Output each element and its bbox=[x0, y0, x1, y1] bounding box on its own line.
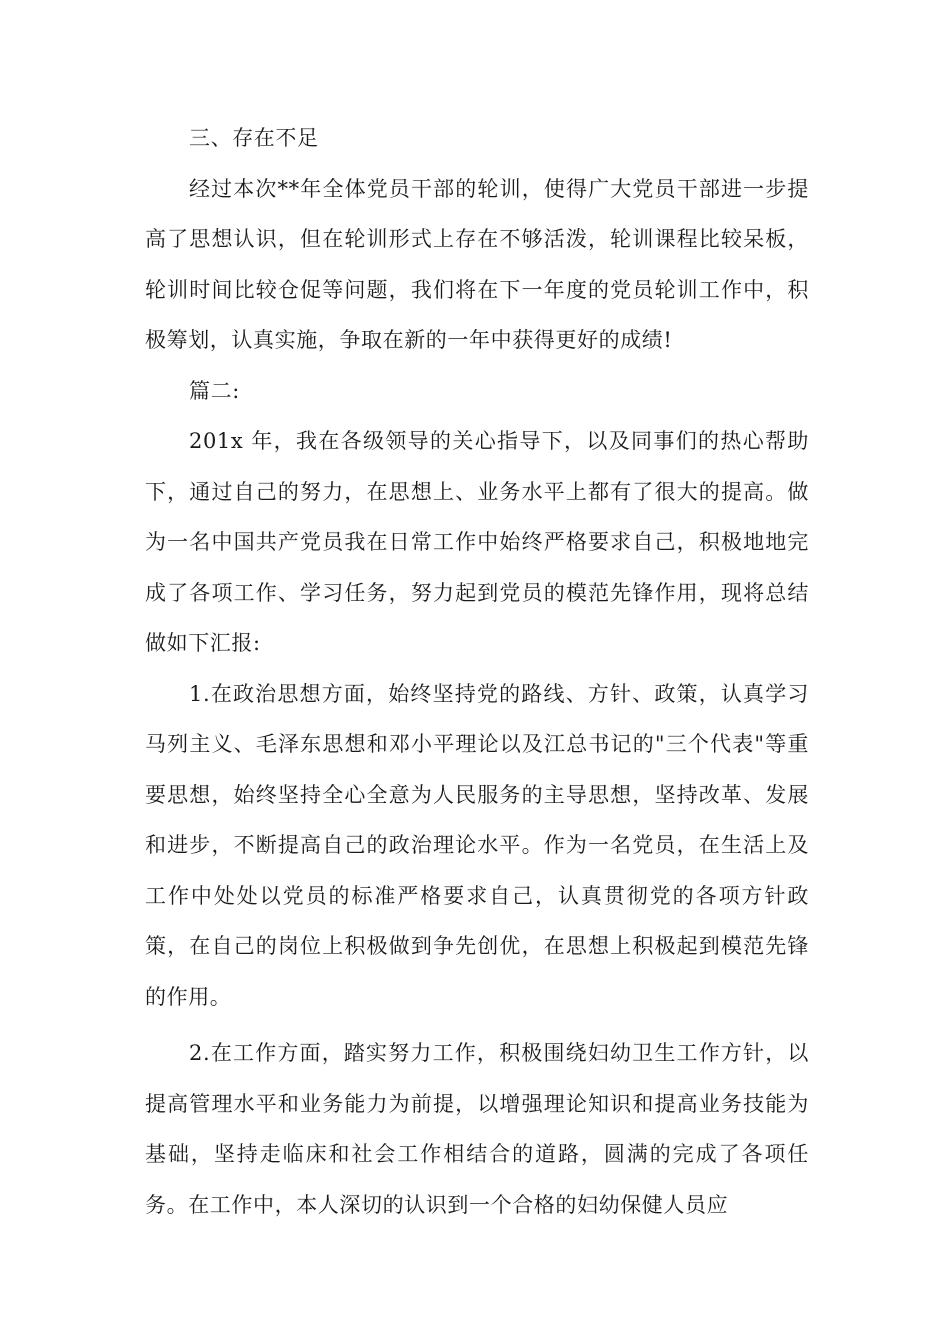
paragraph-work-aspect: 2.在工作方面，踏实努力工作，积极围绕妇幼卫生工作方针，以提高管理水平和业务能力为前提，以增强理论知识和提高业务技能为基础，坚持走临床和社会工作相结合的道路，圆满的完成了各项任务。在工作中，本人深切的认识到一个合格的妇幼保健人员应 bbox=[145, 1041, 809, 1217]
paragraph-political-thought: 1.在政治思想方面，始终坚持党的路线、方针、政策，认真学习马列主义、毛泽东思想和邓小平理论以及江总书记的"三个代表"等重要思想，始终坚持全心全意为人民服务的主导思想，坚持改革、发展和进步，不断提高自己的政治理论水平。作为一名党员，在生活上及工作中处处以党员的标准严格要求自己，认真贯彻党的各项方针政策，在自己的岗位上积极做到争先创优，在思想上积极起到模范先锋的作用。 bbox=[145, 681, 809, 1009]
paragraph-shortcomings-summary: 经过本次**年全体党员干部的轮训，使得广大党员干部进一步提高了思想认识，但在轮训形式上存在不够活泼，轮训课程比较呆板，轮训时间比较仓促等问题，我们将在下一年度的党员轮训工作中，积极筹划，认真实施，争取在新的一年中获得更好的成绩! bbox=[145, 176, 809, 352]
document-body bbox=[145, 113, 809, 1230]
paragraph-year-summary-intro: 201x 年，我在各级领导的关心指导下，以及同事们的热心帮助下，通过自己的努力，在思想上、业务水平上都有了很大的提高。做为一名中国共产党员我在日常工作中始终严格要求自己，积极地地完成了各项工作、学习任务，努力起到党员的模范先锋作用，现将总结做如下汇报: bbox=[145, 429, 809, 655]
section-heading-part-two: 篇二: bbox=[189, 378, 240, 403]
section-heading-shortcomings: 三、存在不足 bbox=[189, 126, 319, 150]
